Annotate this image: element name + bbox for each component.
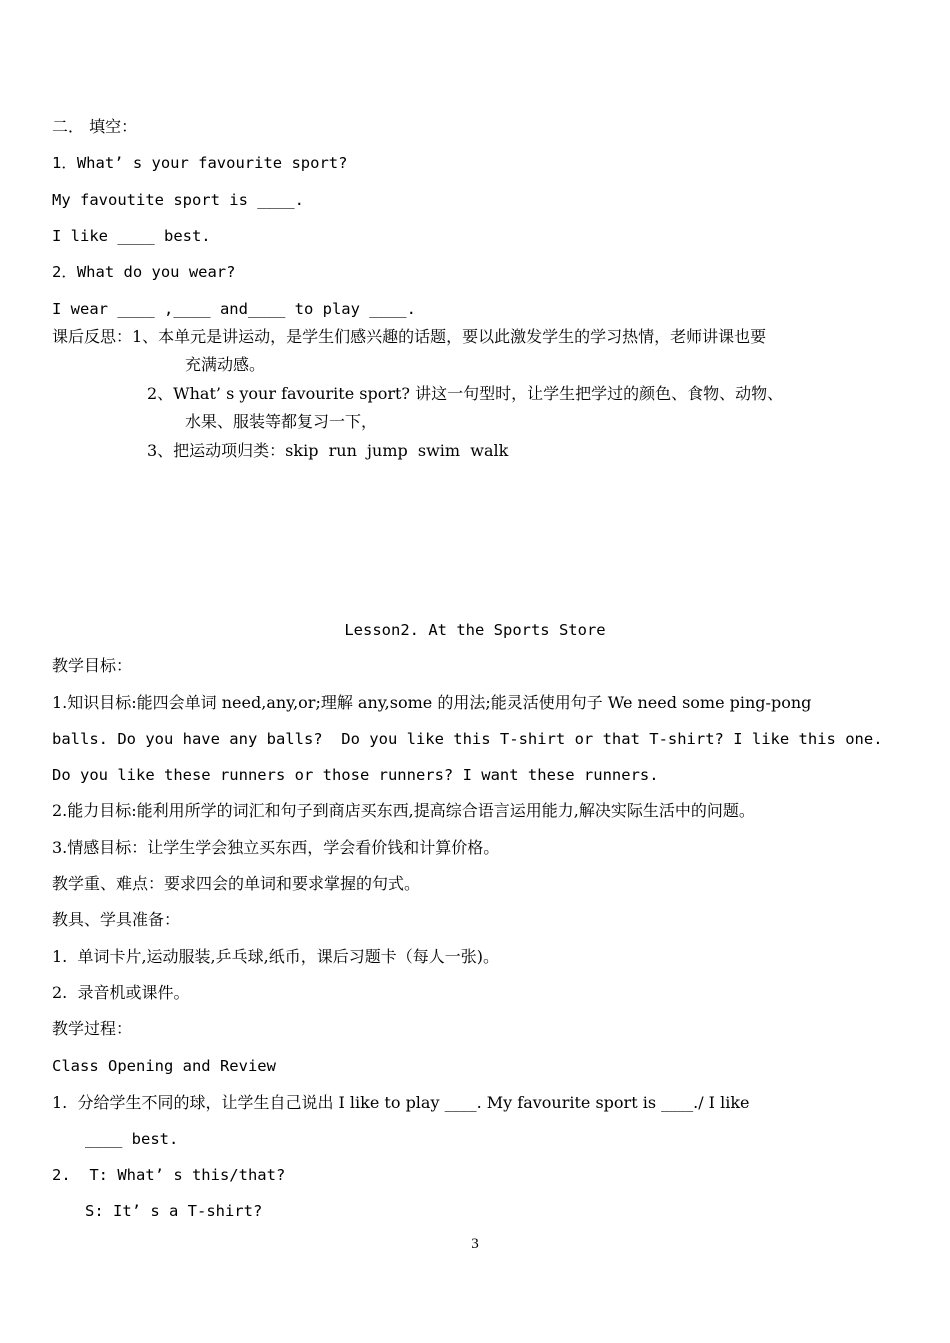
fill-blank-heading: 二． 填空： xyxy=(52,117,138,136)
step-1a: 1. 分给学生不同的球，让学生自己说出 I like to play ____. My favourite sport is ____./ I like xyxy=(52,1093,750,1112)
question-1: 1．What’ s your favourite sport? xyxy=(52,154,348,172)
process-heading: 教学过程： xyxy=(52,1019,133,1038)
material-2: 2. 录音机或课件。 xyxy=(52,983,190,1002)
reflection-line-2: 2、What’ s your favourite sport? 讲这一句型时，让学生把学过的颜色、食物、动物、 xyxy=(147,384,784,403)
goals-heading: 教学目标： xyxy=(52,656,133,675)
goal-2: 2.能力目标:能利用所学的词汇和句子到商店买东西,提高综合语言运用能力,解决实际生活中的问题。 xyxy=(52,801,755,820)
answer-2: I wear ____ ,____ and____ to play ____. xyxy=(52,300,416,318)
step-2b: S: It’ s a T-shirt? xyxy=(85,1202,263,1220)
goal-1a: 1.知识目标:能四会单词 need,any,or;理解 any,some 的用法;能灵活使用句子 We need some ping-pong xyxy=(52,693,812,712)
page-number: 3 xyxy=(471,1236,479,1252)
goal-1b: balls. Do you have any balls? Do you like this T-shirt or that T-shirt? I like this one. xyxy=(52,730,883,748)
key-points: 教学重、难点：要求四会的单词和要求掌握的句式。 xyxy=(52,874,421,893)
material-1: 1. 单词卡片,运动服装,乒乓球,纸币，课后习题卡（每人一张)。 xyxy=(52,947,499,966)
answer-1: My favoutite sport is ____. xyxy=(52,191,304,209)
step-1b: ____ best. xyxy=(85,1130,179,1148)
goal-3: 3.情感目标：让学生学会独立买东西，学会看价钱和计算价格。 xyxy=(52,838,500,857)
reflection-line-1b: 充满动感。 xyxy=(185,355,266,374)
reflection-line-1: 课后反思：1、本单元是讲运动，是学生们感兴趣的话题，要以此激发学生的学习热情，老师讲课也要 xyxy=(52,327,767,346)
step-2a: 2. T: What’ s this/that? xyxy=(52,1166,286,1184)
goal-1c: Do you like these runners or those runners? I want these runners. xyxy=(52,766,659,784)
answer-1b: I like ____ best. xyxy=(52,227,211,245)
lesson-title: Lesson2. At the Sports Store xyxy=(344,621,606,639)
question-2: 2．What do you wear? xyxy=(52,263,236,281)
reflection-line-2b: 水果、服装等都复习一下， xyxy=(185,412,378,431)
class-opening: Class Opening and Review xyxy=(52,1057,276,1075)
materials-heading: 教具、学具准备： xyxy=(52,910,181,929)
reflection-line-3: 3、把运动项归类：skip run jump swim walk xyxy=(147,441,509,460)
